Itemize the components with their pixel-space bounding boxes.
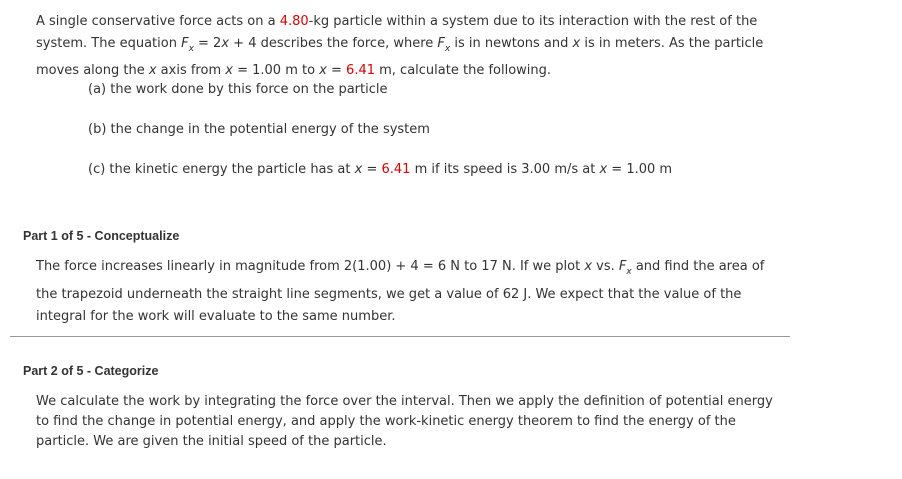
problem-text-segment: + 4 describes the force, where (229, 36, 438, 51)
x-variable: x (319, 63, 327, 78)
x-variable: x (354, 162, 363, 177)
x-variable: x (148, 63, 157, 78)
question-c-segment: m if its speed is 3.00 m/s at (410, 162, 600, 177)
problem-text-segment: = (326, 63, 347, 78)
part1-text-segment: and find the area of the trapezoid underneath the straight line segments, we get a value of 62 J. We expect that the value of the integral for the work will evaluate to the same number. (36, 259, 765, 324)
part2-heading: Part 2 of 5 - Categorize (23, 364, 159, 378)
problem-text-segment: axis from (156, 63, 226, 78)
problem-statement (36, 11, 776, 82)
problem-text-segment: = 1.00 m to (232, 63, 320, 78)
x-variable: x (225, 63, 233, 78)
problem-text-segment: is in meters. As the particle moves along the (36, 36, 764, 78)
part2-text: We calculate the work by integrating the force over the interval. Then we apply the definition of potential energy to find the change in potential energy, and apply the work-kinetic energy theorem to find the energy of the particle. We are given the initial speed of the particle. (36, 394, 773, 449)
mass-value: 4.80 (279, 14, 309, 29)
x-variable: x (572, 36, 581, 51)
x-final-value: 6.41 (381, 162, 411, 177)
problem-text-segment: = 2 (193, 36, 222, 51)
force-symbol: F (618, 259, 627, 274)
part1-text-segment: The force increases linearly in magnitude from 2(1.00) + 4 = 6 N to 17 N. If we plot (36, 259, 585, 274)
x-variable: x (599, 162, 608, 177)
question-c-segment: = 1.00 m (607, 162, 673, 177)
problem-text (36, 11, 776, 82)
force-subscript: x (626, 267, 632, 277)
problem-text-segment: is in newtons and (450, 36, 573, 51)
section-divider (10, 336, 790, 337)
x-variable: x (584, 259, 593, 274)
force-symbol: F (437, 36, 445, 51)
part1-text-segment: vs. (592, 259, 619, 274)
x-variable: x (221, 36, 230, 51)
problem-text-segment: A single conservative force acts on a (36, 14, 280, 29)
question-c (88, 160, 672, 180)
problem-text-segment: m, calculate the following. (375, 63, 552, 78)
x-final-value: 6.41 (346, 63, 375, 78)
question-a: (a) the work done by this force on the particle (88, 82, 388, 97)
force-symbol: F (181, 36, 189, 51)
question-b: (b) the change in the potential energy of the system (88, 122, 430, 137)
question-c-segment: = (362, 162, 382, 177)
force-subscript: x (188, 44, 194, 54)
part1-heading: Part 1 of 5 - Conceptualize (23, 229, 180, 243)
force-subscript: x (444, 44, 451, 54)
problem-text-segment: -kg particle within a system due to its interaction with the rest of the system. The equation (36, 14, 758, 51)
question-c-segment: (c) the kinetic energy the particle has at (88, 162, 355, 177)
part1-text (36, 256, 776, 329)
